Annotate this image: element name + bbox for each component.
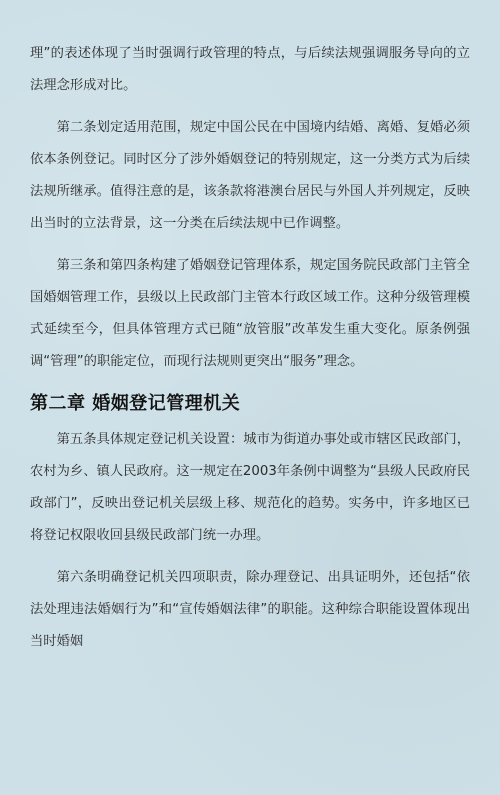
body-paragraph: 第二条划定适用范围，规定中国公民在中国境内结婚、离婚、复婚必须依本条例登记。同时区分了涉外婚姻登记的特别规定，这一分类方式为后续法规所继承。值得注意的是，该条款将港澳台居民与外国人并列规定，反映出当时的立法背景，这一分类在后续法规中已作调整。 [30,120,470,231]
body-paragraph: 第五条具体规定登记机关设置：城市为街道办事处或市辖区民政部门，农村为乡、镇人民政府。这一规定在2003年条例中调整为“县级人民政府民政部门”，反映出登记机关层级上移、规范化的趋势。实务中，许多地区已将登记权限收回县级民政部门统一办理。 [30,432,470,543]
chapter-heading: 第二章 婚姻登记管理机关 [30,393,241,414]
body-paragraph: 第六条明确登记机关四项职责，除办理登记、出具证明外，还包括“依法处理违法婚姻行为”和“宣传婚姻法律”的职能。这种综合职能设置体现出当时婚姻 [30,570,470,649]
body-paragraph: 理”的表述体现了当时强调行政管理的特点，与后续法规强调服务导向的立法理念形成对比。 [30,46,470,93]
body-paragraph: 第三条和第四条构建了婚姻登记管理体系，规定国务院民政部门主管全国婚姻管理工作，县级以上民政部门主管本行政区域工作。这种分级管理模式延续至今，但具体管理方式已随“放管服”改革发生重大变化。原条例强调“管理”的职能定位，而现行法规则更突出“服务”理念。 [30,258,470,369]
